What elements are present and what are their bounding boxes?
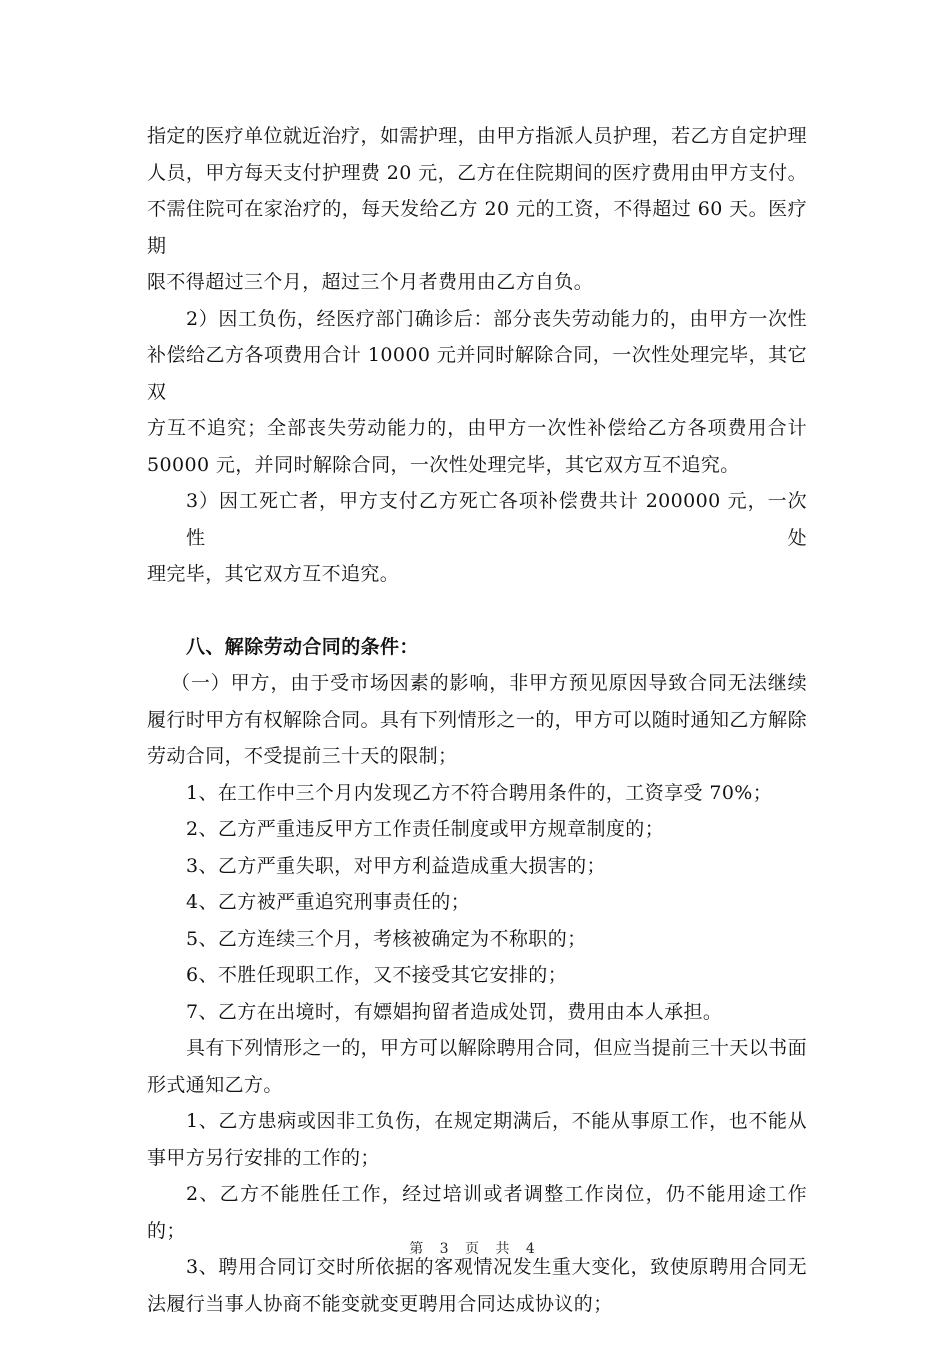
text-line: 补偿给乙方各项费用合计 10000 元并同时解除合同，一次性处理完毕，其它双 bbox=[147, 344, 807, 403]
list-item: 6、不胜任现职工作，又不接受其它安排的； bbox=[186, 964, 568, 986]
page-number-footer: 第 3 页 共 4 bbox=[409, 1241, 541, 1257]
text-line: 不需住院可在家治疗的，每天发给乙方 20 元的工资，不得超过 60 天。医疗期 bbox=[147, 198, 807, 257]
immediate-termination-list bbox=[147, 775, 807, 1031]
text-line: 法履行当事人协商不能变就变更聘用合同达成协议的； bbox=[147, 1292, 613, 1315]
text-line: 指定的医疗单位就近治疗，如需护理，由甲方指派人员护理，若乙方自定护理 bbox=[147, 125, 807, 147]
clause-one bbox=[147, 665, 807, 775]
text-line: 人员，甲方每天支付护理费 20 元，乙方在住院期间的医疗费用由甲方支付。 bbox=[147, 161, 807, 184]
text-line: 限不得超过三个月，超过三个月者费用由乙方自负。 bbox=[147, 271, 594, 293]
text-line: 2）因工负伤，经医疗部门确诊后：部分丧失劳动能力的，由甲方一次性 bbox=[186, 307, 807, 330]
notice-item-circumstance-change bbox=[147, 1249, 807, 1322]
notice-termination-intro bbox=[147, 1030, 807, 1103]
text-line: 理完毕，其它双方互不追究。 bbox=[147, 563, 400, 585]
text-line: 1、乙方患病或因非工负伤，在规定期满后，不能从事原工作，也不能从 bbox=[186, 1110, 807, 1132]
text-line: 2、乙方不能胜任工作，经过培训或者调整工作岗位，仍不能用途工作 bbox=[186, 1183, 807, 1205]
text-line: 的； bbox=[147, 1219, 186, 1242]
text-line: 方互不追究；全部丧失劳动能力的，由甲方一次性补偿给乙方各项费用合计 bbox=[147, 417, 807, 439]
paragraph-medical-care bbox=[147, 118, 807, 301]
paragraph-death-compensation bbox=[147, 483, 807, 593]
text-line: 具有下列情形之一的，甲方可以解除聘用合同，但应当提前三十天以书面 bbox=[186, 1037, 807, 1059]
text-line: 劳动合同，不受提前三十天的限制； bbox=[147, 745, 458, 767]
section-heading: 八、解除劳动合同的条件： bbox=[186, 635, 419, 658]
list-item: 7、乙方在出境时，有嫖娼拘留者造成处罚，费用由本人承担。 bbox=[186, 1000, 723, 1023]
list-item: 3、乙方严重失职，对甲方利益造成重大损害的； bbox=[186, 854, 606, 877]
text-line: 50000 元，并同时解除合同，一次性处理完毕，其它双方互不追究。 bbox=[147, 453, 740, 476]
list-item: 2、乙方严重违反甲方工作责任制度或甲方规章制度的； bbox=[186, 818, 665, 840]
text-line: 事甲方另行安排的工作的； bbox=[147, 1146, 380, 1169]
text-line: （一）甲方，由于受市场因素的影响，非甲方预见原因导致合同无法继续 bbox=[171, 672, 807, 694]
list-item: 1、在工作中三个月内发现乙方不符合聘用条件的，工资享受 70%； bbox=[186, 781, 773, 804]
text-line: 3、聘用合同订交时所依据的客观情况发生重大变化，致使原聘用合同无 bbox=[186, 1256, 807, 1278]
text-line: 3）因工死亡者，甲方支付乙方死亡各项补偿费共计 200000 元，一次性处 bbox=[186, 490, 807, 549]
page-content bbox=[147, 118, 807, 1322]
list-item: 4、乙方被严重追究刑事责任的； bbox=[186, 891, 471, 913]
notice-item-illness bbox=[147, 1103, 807, 1176]
text-line: 形式通知乙方。 bbox=[147, 1073, 283, 1096]
text-line: 履行时甲方有权解除合同。具有下列情形之一的，甲方可以随时通知乙方解除 bbox=[147, 708, 807, 731]
list-item: 5、乙方连续三个月，考核被确定为不称职的； bbox=[186, 927, 587, 950]
section-spacer bbox=[147, 593, 807, 629]
paragraph-injury-compensation bbox=[147, 301, 807, 484]
